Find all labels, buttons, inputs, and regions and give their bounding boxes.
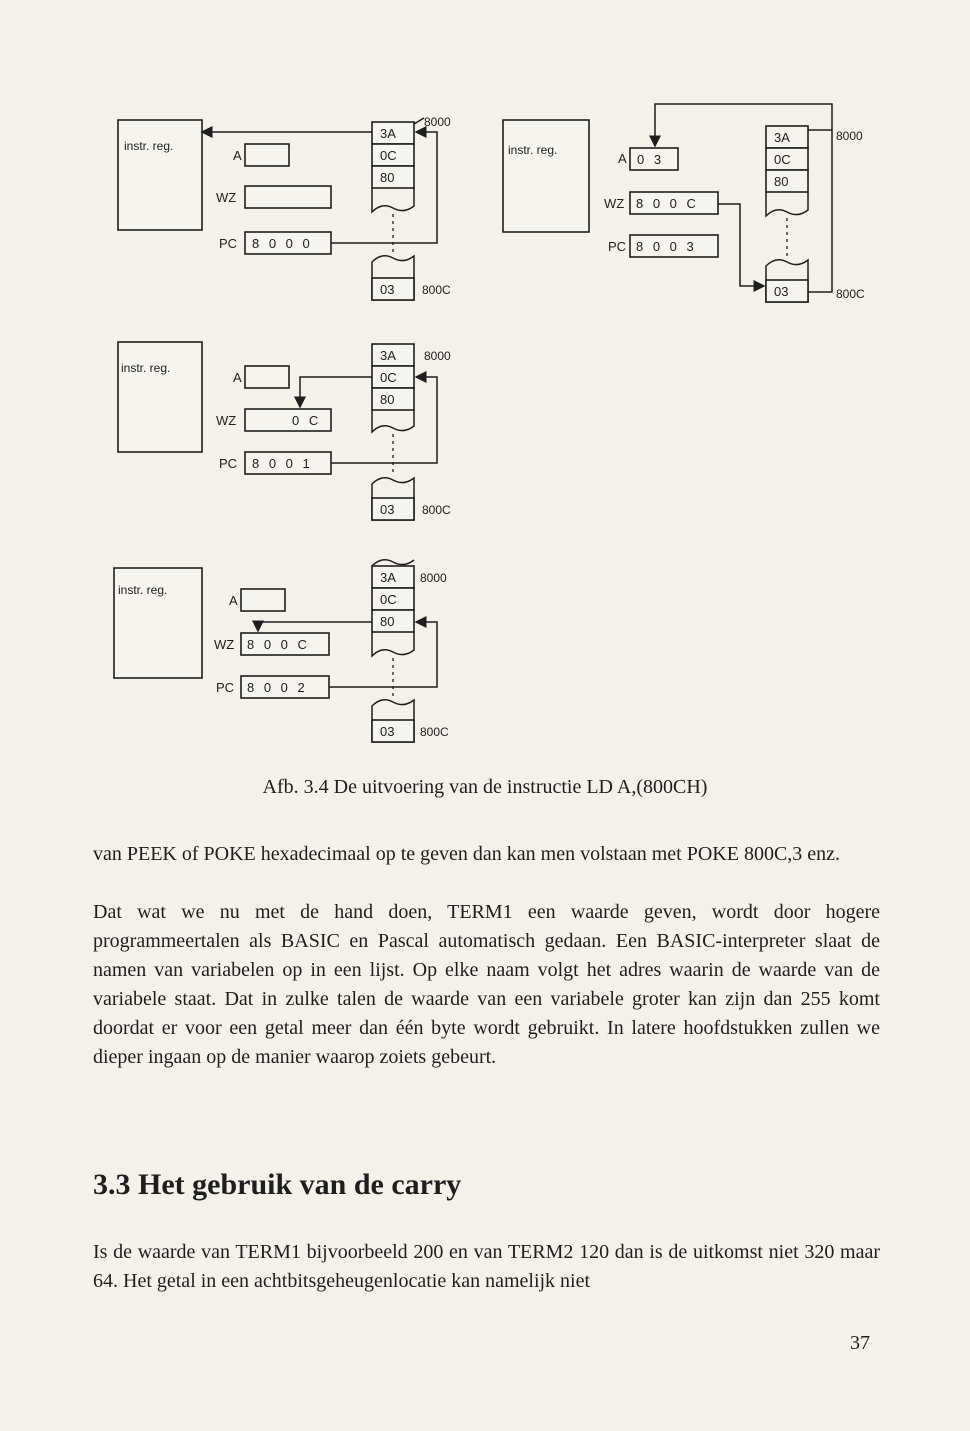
wz-label: WZ: [216, 413, 237, 428]
wz-register: [245, 186, 331, 208]
addr-8000: 8000: [836, 129, 863, 143]
mem-break-top: [766, 192, 808, 216]
wz-label: WZ: [214, 637, 235, 652]
high-byte-arrow: [258, 622, 372, 631]
mem-cell-label: 03: [774, 284, 789, 299]
figure-caption: Afb. 3.4 De uitvoering van de instructie LD A,(800CH): [262, 776, 708, 798]
panel-step-4-result: [503, 104, 865, 302]
wz-value: 0 C: [292, 413, 322, 428]
mem-cell-label: 80: [380, 392, 395, 407]
instr-reg-box: [118, 120, 202, 230]
pc-value: 8 0 0 1: [252, 456, 313, 471]
addr-800c: 800C: [420, 725, 449, 739]
a-register: [241, 589, 285, 611]
mem-cell-label: 0C: [380, 148, 397, 163]
pc-value: 8 0 0 0: [252, 236, 313, 251]
a-label: A: [229, 593, 238, 608]
mem-break-top: [372, 410, 414, 432]
addr-800c: 800C: [422, 283, 451, 297]
mem-break-top: [372, 632, 414, 656]
low-byte-arrow: [300, 377, 372, 407]
addr-8000: 8000: [424, 115, 451, 129]
pc-label: PC: [216, 680, 235, 695]
instr-reg-box: [503, 120, 589, 232]
mem-cell-label: 3A: [380, 126, 396, 141]
panel-step-2: [118, 342, 451, 520]
a-label: A: [233, 370, 242, 385]
addr-800c: 800C: [836, 287, 865, 301]
a-value: 0 3: [637, 152, 665, 167]
wz-value: 8 0 0 C: [636, 196, 699, 211]
addr-8000: 8000: [424, 349, 451, 363]
pc-label: PC: [219, 236, 238, 251]
a-label: A: [618, 151, 627, 166]
a-label: A: [233, 148, 242, 163]
mem-cell-label: 0C: [380, 370, 397, 385]
pc-label: PC: [608, 239, 627, 254]
mem-cell-label: 3A: [774, 130, 790, 145]
mem-cell-label: 3A: [380, 570, 396, 585]
instr-reg-label: instr. reg.: [508, 143, 558, 157]
a-register: [245, 366, 289, 388]
a-register: [245, 144, 289, 166]
paragraph: van PEEK of POKE hexadecimaal op te geven dan kan men volstaan met POKE 800C,3 enz.: [93, 843, 841, 865]
pc-value: 8 0 0 2: [247, 680, 308, 695]
paragraph: Is de waarde van TERM1 bijvoorbeeld 200 en van TERM2 120 dan is de uitkomst niet 320 maar 64. Het getal in een achtbitsgeheugenlocatie kan namelijk niet: [93, 1241, 880, 1292]
instr-reg-box: [118, 342, 202, 452]
instr-reg-label: instr. reg.: [121, 361, 171, 375]
wz-pointer-arrow: [718, 204, 764, 286]
panel-step-1: [118, 115, 451, 300]
mem-cell-label: 03: [380, 724, 395, 739]
paragraph: Dat wat we nu met de hand doen, TERM1 een waarde geven, wordt door hogere programmeertalen als BASIC en Pascal automatisch gedaan. Een BASIC-interpreter slaat de namen van variabelen op in een lijst. Op elke naam volgt het adres waarin de waarde van de variabele staat. Dat in zulke talen de waarde van een variabele groter kan zijn dan 255 komt doordat er voor een getal meer dan één byte wordt gebruikt. In latere hoofdstukken zullen we dieper ingaan op de manier waarop zoiets gebeurt.: [93, 901, 880, 1068]
mem-cell-label: 3A: [380, 348, 396, 363]
panel-step-3: [114, 560, 449, 742]
instr-reg-label: instr. reg.: [118, 583, 168, 597]
mem-cell-label: 03: [380, 282, 395, 297]
pc-label: PC: [219, 456, 238, 471]
wz-label: WZ: [604, 196, 625, 211]
addr-tick: [414, 118, 424, 124]
mem-cell-label: 0C: [774, 152, 791, 167]
mem-break-top-cap: [372, 560, 414, 566]
addr-800c: 800C: [422, 503, 451, 517]
mem-cell-label: 0C: [380, 592, 397, 607]
mem-cell-label: 80: [774, 174, 789, 189]
instr-reg-label: instr. reg.: [124, 139, 174, 153]
wz-value: 8 0 0 C: [247, 637, 310, 652]
mem-cell-label: 03: [380, 502, 395, 517]
wz-label: WZ: [216, 190, 237, 205]
pc-value: 8 0 0 3: [636, 239, 697, 254]
mem-cell-label: 80: [380, 170, 395, 185]
addr-8000: 8000: [420, 571, 447, 585]
mem-break-top: [372, 188, 414, 212]
section-heading: 3.3 Het gebruik van de carry: [93, 1168, 462, 1201]
page-number: 37: [850, 1332, 870, 1354]
mem-cell-label: 80: [380, 614, 395, 629]
